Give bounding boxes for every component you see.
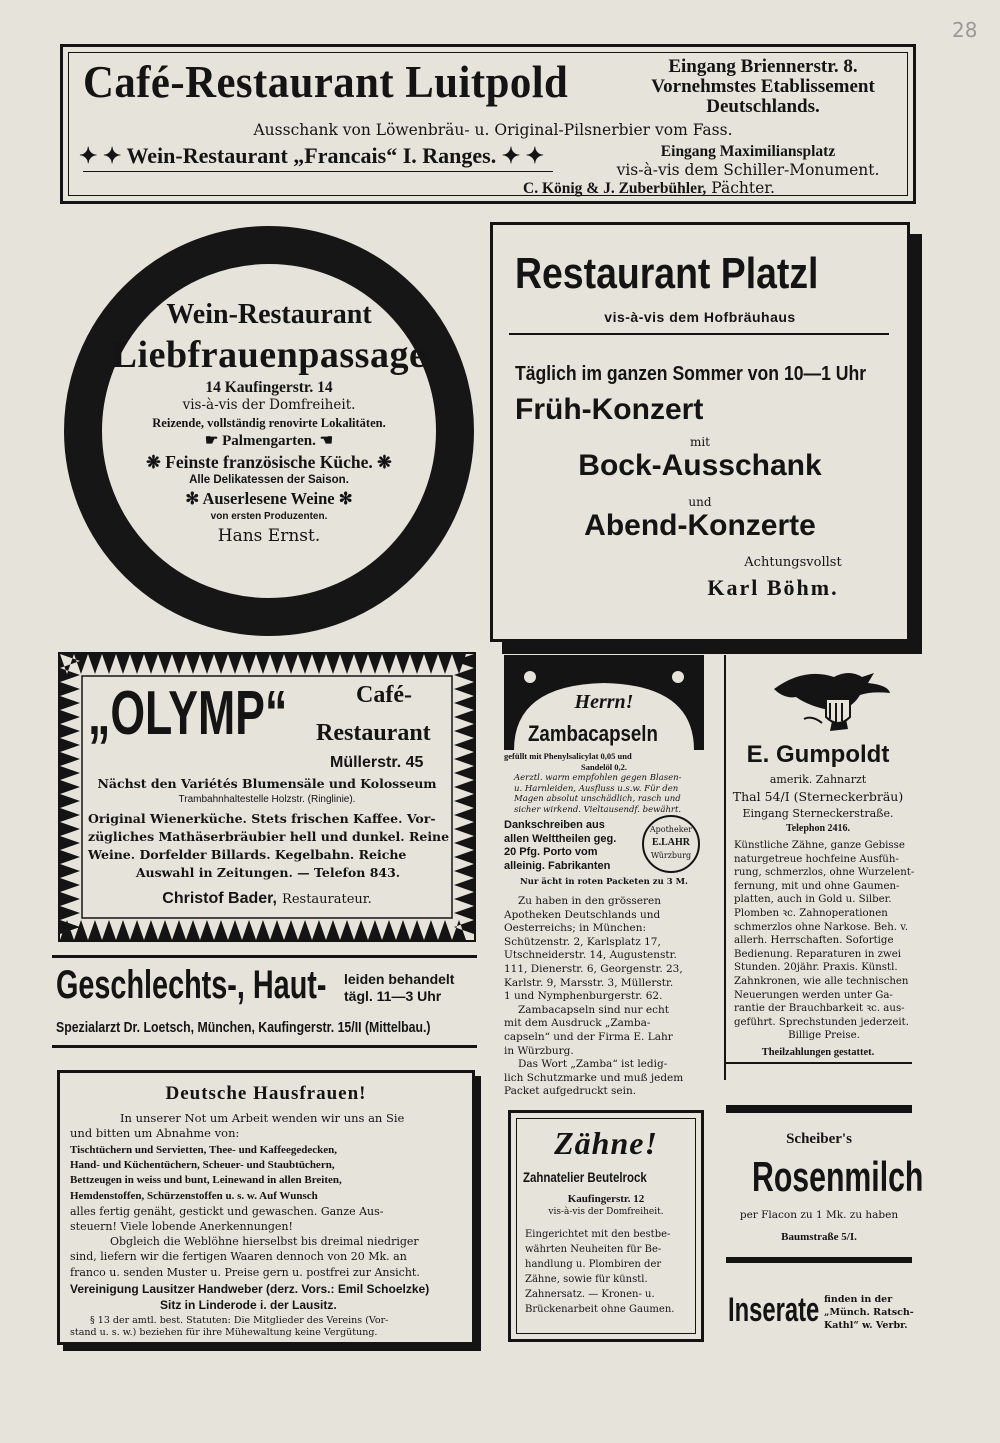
olymp-owner: Christof Bader, [162,890,277,907]
inserate-text-line: „Münch. Ratsch- [824,1307,914,1318]
hausfrauen-statute-line: § 13 der amtl. best. Statuten: Die Mitglieder des Vereins (Vor- [90,1315,389,1326]
hausfrauen-statute [70,1315,468,1339]
olymp-near: Nächst den Variétés Blumensäle und Kolosseum [97,776,437,791]
zamba-body-line: Zu haben in den grösseren [518,895,661,907]
geschlechts-hours: tägl. 11—3 Uhr [344,988,442,1004]
hausfrauen-goods-line: sind, liefern wir die fertigen Waaren dennoch von 20 Mk. an [70,1250,407,1264]
luitpold-rule [83,171,553,172]
zamba-body-line: capseln“ und der Firma E. Lahr [504,1030,673,1043]
gumpoldt-body [734,839,914,1043]
platzl-opposite: vis-à-vis dem Hofbräuhaus [604,309,796,325]
platzl-concert1: Früh-Konzert [515,393,704,426]
zamba-body-line: Oesterreichs; in München: [504,922,647,935]
rosenmilch-name: Rosenmilch [752,1153,924,1200]
inserate-text-line: finden in der [824,1294,893,1305]
hausfrauen-goods-line: franco u. senden Muster u. Preise gern u. postfrei zur Ansicht. [70,1265,420,1279]
gumpoldt-body-line: Zahnkronen, wie alle technischen [734,975,909,987]
zaehne-body-line: währten Neuheiten für Be- [525,1244,662,1255]
hausfrauen-intro [70,1111,466,1141]
zamba-thanks-line: allen Welttheilen geg. [504,832,617,845]
liebfrauen-garden-line [64,432,474,451]
zamba-rec-line: Magen absolut unschädlich, rasch und [514,794,681,804]
luitpold-prestige1: Vornehmstes Etablissement [651,76,875,97]
liebfrauen-kitchen-line [64,451,474,473]
luitpold-entrance2: Eingang Maximiliansplatz [660,143,836,160]
luitpold-wine-restaurant [79,143,544,169]
liebfrauen-wines-line [64,488,474,510]
olymp-body [88,810,448,882]
liebfrauen-opposite: vis-à-vis der Domfreiheit. [182,397,356,413]
liebfrauen-line1: Wein-Restaurant [166,299,372,330]
zamba-rec-line: Aerztl. warm empfohlen gegen Blasen- [514,773,682,783]
platzl-daily: Täglich im ganzen Sommer von 10—1 Uhr [515,363,867,385]
olymp-body-line: Auswahl in Zeitungen. — Telefon 843. [135,865,401,880]
page-number: 28 [952,18,978,42]
gumpoldt-body-line: Bedienung. Reparaturen in zwei [734,948,902,960]
stamp-line: Apotheker [649,825,693,834]
hausfrauen-intro-line: und bitten um Abnahme von: [70,1126,240,1140]
zamba-thanks-line: Dankschreiben aus [504,819,605,831]
inserate-word: Inserate [728,1291,820,1329]
zamba-body-line: in Würzburg. [504,1044,574,1057]
geschlechts-title: Geschlechts-, Haut- [56,963,327,1007]
hausfrauen-goods-line: Bettzeugen in weiss und bunt, Leinewand in allen Breiten, [70,1174,342,1187]
gumpoldt-address: Thal 54/I (Sterneckerbräu) [732,789,904,804]
luitpold-entrance-brienner [618,57,908,117]
geschlechts-ailment: leiden behandelt [344,971,455,987]
olymp-body-line: zügliches Mathäserbräubier hell und dunkel. Reine [88,829,450,844]
platzl-bock: Bock-Ausschank [578,449,822,482]
hausfrauen-seat: Sitz in Linderode i. der Lausitz. [160,1298,337,1312]
olymp-address: Müllerstr. 45 [330,754,424,771]
rosenmilch-address: Baumstraße 5/I. [781,1231,857,1243]
hausfrauen-goods [70,1143,468,1280]
gumpoldt-body-line: rung, schmerzlos, ohne Wurzelent- [734,867,915,879]
hausfrauen-goods-line: Obgleich die Weblöhne hierselbst bis dreimal niedriger [110,1235,419,1249]
ad-rosenmilch [726,1105,924,1263]
ad-restaurant-platzl [490,222,910,642]
zamba-thanks-line: alleinig. Fabrikanten [504,859,611,872]
ad-inserate [726,1285,914,1345]
zaehne-body-line: Brückenarbeit ohne Gaumen. [525,1304,675,1315]
eagle-icon [764,659,894,737]
liebfrauen-kitchen: Feinste französische Küche. [165,452,373,472]
gumpoldt-body-line: fernung, mit und ohne Gaumen- [734,880,900,892]
stamp-line: Würzburg [650,851,692,860]
luitpold-owners-line [523,179,775,198]
platzl-with: mit [689,435,711,449]
gumpoldt-name: E. Gumpoldt [746,741,890,768]
star-icon: ❋ [372,452,392,472]
liebfrauen-owner: Hans Ernst. [217,526,321,546]
platzl-concert2: Abend-Konzerte [584,509,816,542]
gumpoldt-body-line: Stunden. 20jähr. Praxis. Künstl. [734,962,898,974]
platzl-title: Restaurant Platzl [515,249,819,298]
luitpold-wine: Wein-Restaurant „Francais“ I. Ranges. [126,143,497,168]
luitpold-prestige2: Deutschlands. [706,96,820,117]
geschlechts-side [344,971,454,1005]
platzl-owner: Karl Böhm. [707,575,839,600]
zamba-rec-line: u. Harnleiden, Ausfluss u.s.w. Für den [514,783,679,794]
zaehne-body [525,1227,695,1317]
zamba-thanks [504,819,644,873]
zaehne-studio: Zahnatelier Beutelrock [523,1169,647,1185]
gumpoldt-body-line: Billige Preise. [788,1030,860,1042]
olymp-tram: Trambahnhaltestelle Holzstr. (Ringlinie). [178,794,356,805]
zamba-body-line: Karlstr. 9, Marsstr. 3, Müllerstr. [504,976,674,989]
star-icon: ❋ [146,452,166,472]
zamba-fill [504,751,704,772]
ornament-right: ✦ ✦ [496,143,545,168]
pointing-hand-left-icon: ☚ [315,433,334,449]
gumpoldt-body-line: allerh. Herrschaften. Sofortige [734,935,894,947]
zamba-rec-line: sicher wirkend. Vieltausendf. bewährt. [514,804,682,815]
gumpoldt-installments: Theilzahlungen gestattet. [724,1047,912,1064]
ad-zambacapseln [504,655,704,1100]
hausfrauen-goods-line: alles fertig genäht, gestickt und gewaschen. Ganze Aus- [70,1204,384,1218]
liebfrauen-wines: Auserlesene Weine [202,489,335,508]
liebfrauen-delicacies: Alle Delikatessen der Saison. [189,474,349,486]
ad-gumpoldt [724,655,915,1080]
liebfrauen-renovated: Reizende, vollständig renovirte Lokalitäten. [152,416,386,430]
stamp-line: E.LAHR [651,837,691,848]
zaehne-body-line: handlung u. Plombiren der [525,1259,662,1270]
olymp-body-line: Original Wienerküche. Stets frischen Kaffee. Vor- [88,811,436,826]
zamba-body-line: mit dem Ausdruck „Zamba- [504,1017,651,1030]
zamba-body-line: Packet aufgedruckt sein. [504,1085,637,1098]
gumpoldt-entrance: Eingang Sterneckerstraße. [742,807,894,820]
inserate-text-line: Kathl“ w. Verbr. [824,1320,908,1331]
hausfrauen-union-block [70,1281,468,1313]
geschlechts-doctor: Spezialarzt Dr. Loetsch, München, Kaufingerstr. 15/II (Mittelbau.) [56,1019,431,1036]
luitpold-opposite: vis-à-vis dem Schiller-Monument. [616,161,880,179]
gumpoldt-body-line: Neuerungen werden unter Ga- [734,989,893,1001]
ad-deutsche-hausfrauen [57,1070,475,1345]
hausfrauen-goods-line: Hand- und Küchentüchern, Scheuer- und Staubtüchern, [70,1159,335,1172]
ad-zahnatelier [508,1110,704,1342]
liebfrauen-name: Liebfrauenpassage [111,334,427,376]
top-rule [52,955,477,958]
olymp-body-line: Weine. Dorfelder Billards. Kegelbahn. Reiche [88,847,407,862]
gumpoldt-body-line: Plomben ꝛc. Zahnoperationen [734,907,888,919]
hausfrauen-title: Deutsche Hausfrauen! [165,1083,367,1104]
zamba-genuine: Nur ächt in roten Packeten zu 3 M. [520,877,688,887]
luitpold-title: Café-Restaurant Luitpold [83,56,569,107]
zaehne-body-line: Zahnersatz. — Kronen- u. [525,1289,655,1300]
olymp-name: „OLYMP“ [88,679,288,748]
zamba-body-line: Schützenstr. 2, Karlsplatz 17, [504,935,661,948]
olymp-cafe: Café- [356,682,412,708]
asterisk-icon: ✻ [185,489,203,508]
zamba-body-line: 111, Dienerstr. 6, Georgenstr. 23, [504,962,683,975]
gumpoldt-body-line: rantie der Brauchbarkeit ꝛc. aus- [734,1003,905,1015]
gumpoldt-body-line: naturgetreue hochfeine Ausfüh- [734,853,899,865]
hausfrauen-goods-line: Tischtüchern und Servietten, Thee- und Kaffeegedecken, [70,1144,337,1156]
luitpold-owners-role: Pächter. [711,179,775,197]
zamba-recommended [514,773,704,815]
ad-olymp [58,652,476,942]
hausfrauen-intro-line: In unserer Not um Arbeit wenden wir uns an Sie [120,1111,405,1125]
zamba-herrn: Herrn! [574,691,634,713]
ornament-left: ✦ ✦ [79,143,127,168]
ad-cafe-luitpold [60,44,916,204]
zaehne-address: Kaufingerstr. 12 [567,1193,645,1205]
rosenmilch-price: per Flacon zu 1 Mk. zu haben [739,1209,899,1221]
olymp-owner-role: Restaurateur. [282,892,372,907]
gumpoldt-body-line: Künstliche Zähne, ganze Gebisse [734,840,905,851]
gumpoldt-phone: Telephon 2416. [785,823,851,834]
zamba-fill-line: gefüllt mit Phenylsalicylat 0,05 und [504,751,632,761]
gumpoldt-body-line: schmerzlos ohne Narkose. Beh. v. [734,921,909,933]
hausfrauen-goods-line: Hemdenstoffen, Schürzenstoffen u. s. w. Auf Wunsch [70,1189,318,1202]
gumpoldt-body-line: platten, auch in Gold u. Silber. [734,894,892,906]
platzl-rule [509,333,889,335]
gumpoldt-profession: amerik. Zahnarzt [769,773,867,786]
zamba-body-line: Das Wort „Zamba“ ist ledig- [518,1058,668,1071]
zaehne-opposite: vis-à-vis der Domfreiheit. [548,1207,664,1217]
zaehne-title: Zähne! [554,1125,658,1161]
zamba-body-line: Utschneiderstr. 14, Augustenstr. [504,949,677,962]
bottom-rule [52,1045,477,1048]
luitpold-entrance-max [588,143,908,179]
ad-liebfrauenpassage [64,226,474,636]
inserate-text [824,1293,914,1332]
luitpold-entrance1: Eingang Briennerstr. 8. [668,56,858,77]
hausfrauen-statute-line: stand u. s. w.) beziehen für ihre Mühewaltung keine Vergütung. [70,1327,378,1338]
liebfrauen-address: 14 Kaufingerstr. 14 [205,379,333,396]
platzl-regards: Achtungsvollst [744,555,842,570]
ad-geschlechts-haut [52,955,477,1050]
liebfrauen-content [64,298,474,549]
asterisk-icon: ✻ [334,489,353,508]
zamba-fill-line: Sandelöl 0,2. [580,761,628,772]
apotheker-stamp [642,815,700,873]
zamba-thanks-line: 20 Pfg. Porto vom [504,846,598,858]
luitpold-beer: Ausschank von Löwenbräu- u. Original-Pilsnerbier vom Fass. [253,121,733,139]
zamba-name: Zambacapseln [528,721,658,746]
zaehne-body-line: Zähne, sowie für künstl. [525,1274,648,1285]
zamba-body-line: 1 und Nymphenburgerstr. 62. [504,990,663,1003]
left-rule [724,655,726,1080]
platzl-and: und [688,495,712,509]
liebfrauen-garden: Palmengarten. [222,433,316,449]
hausfrauen-union: Vereinigung Lausitzer Handweber (derz. Vors.: Emil Schoelzke) [70,1282,430,1296]
zamba-body-line: lich Schutzmarke und muß jedem [504,1071,684,1084]
rosenmilch-brand: Scheiber's [786,1131,852,1147]
pointing-hand-icon: ☛ [204,433,223,449]
zamba-body-line: Apotheken Deutschlands und [504,908,661,921]
hausfrauen-goods-line: steuern! Viele lobende Anerkennungen! [70,1220,293,1234]
olymp-owner-line [82,888,452,908]
luitpold-owners: C. König & J. Zuberbühler, [523,180,707,197]
liebfrauen-producers: von ersten Produzenten. [210,511,328,522]
gumpoldt-body-line: geführt. Sprechstunden jederzeit. [734,1016,909,1028]
zamba-body [504,895,704,1099]
olymp-restaurant: Restaurant [316,720,431,746]
zaehne-body-line: Eingerichtet mit den bestbe- [525,1229,671,1240]
zamba-body-line: Zambacapseln sind nur echt [518,1003,669,1016]
